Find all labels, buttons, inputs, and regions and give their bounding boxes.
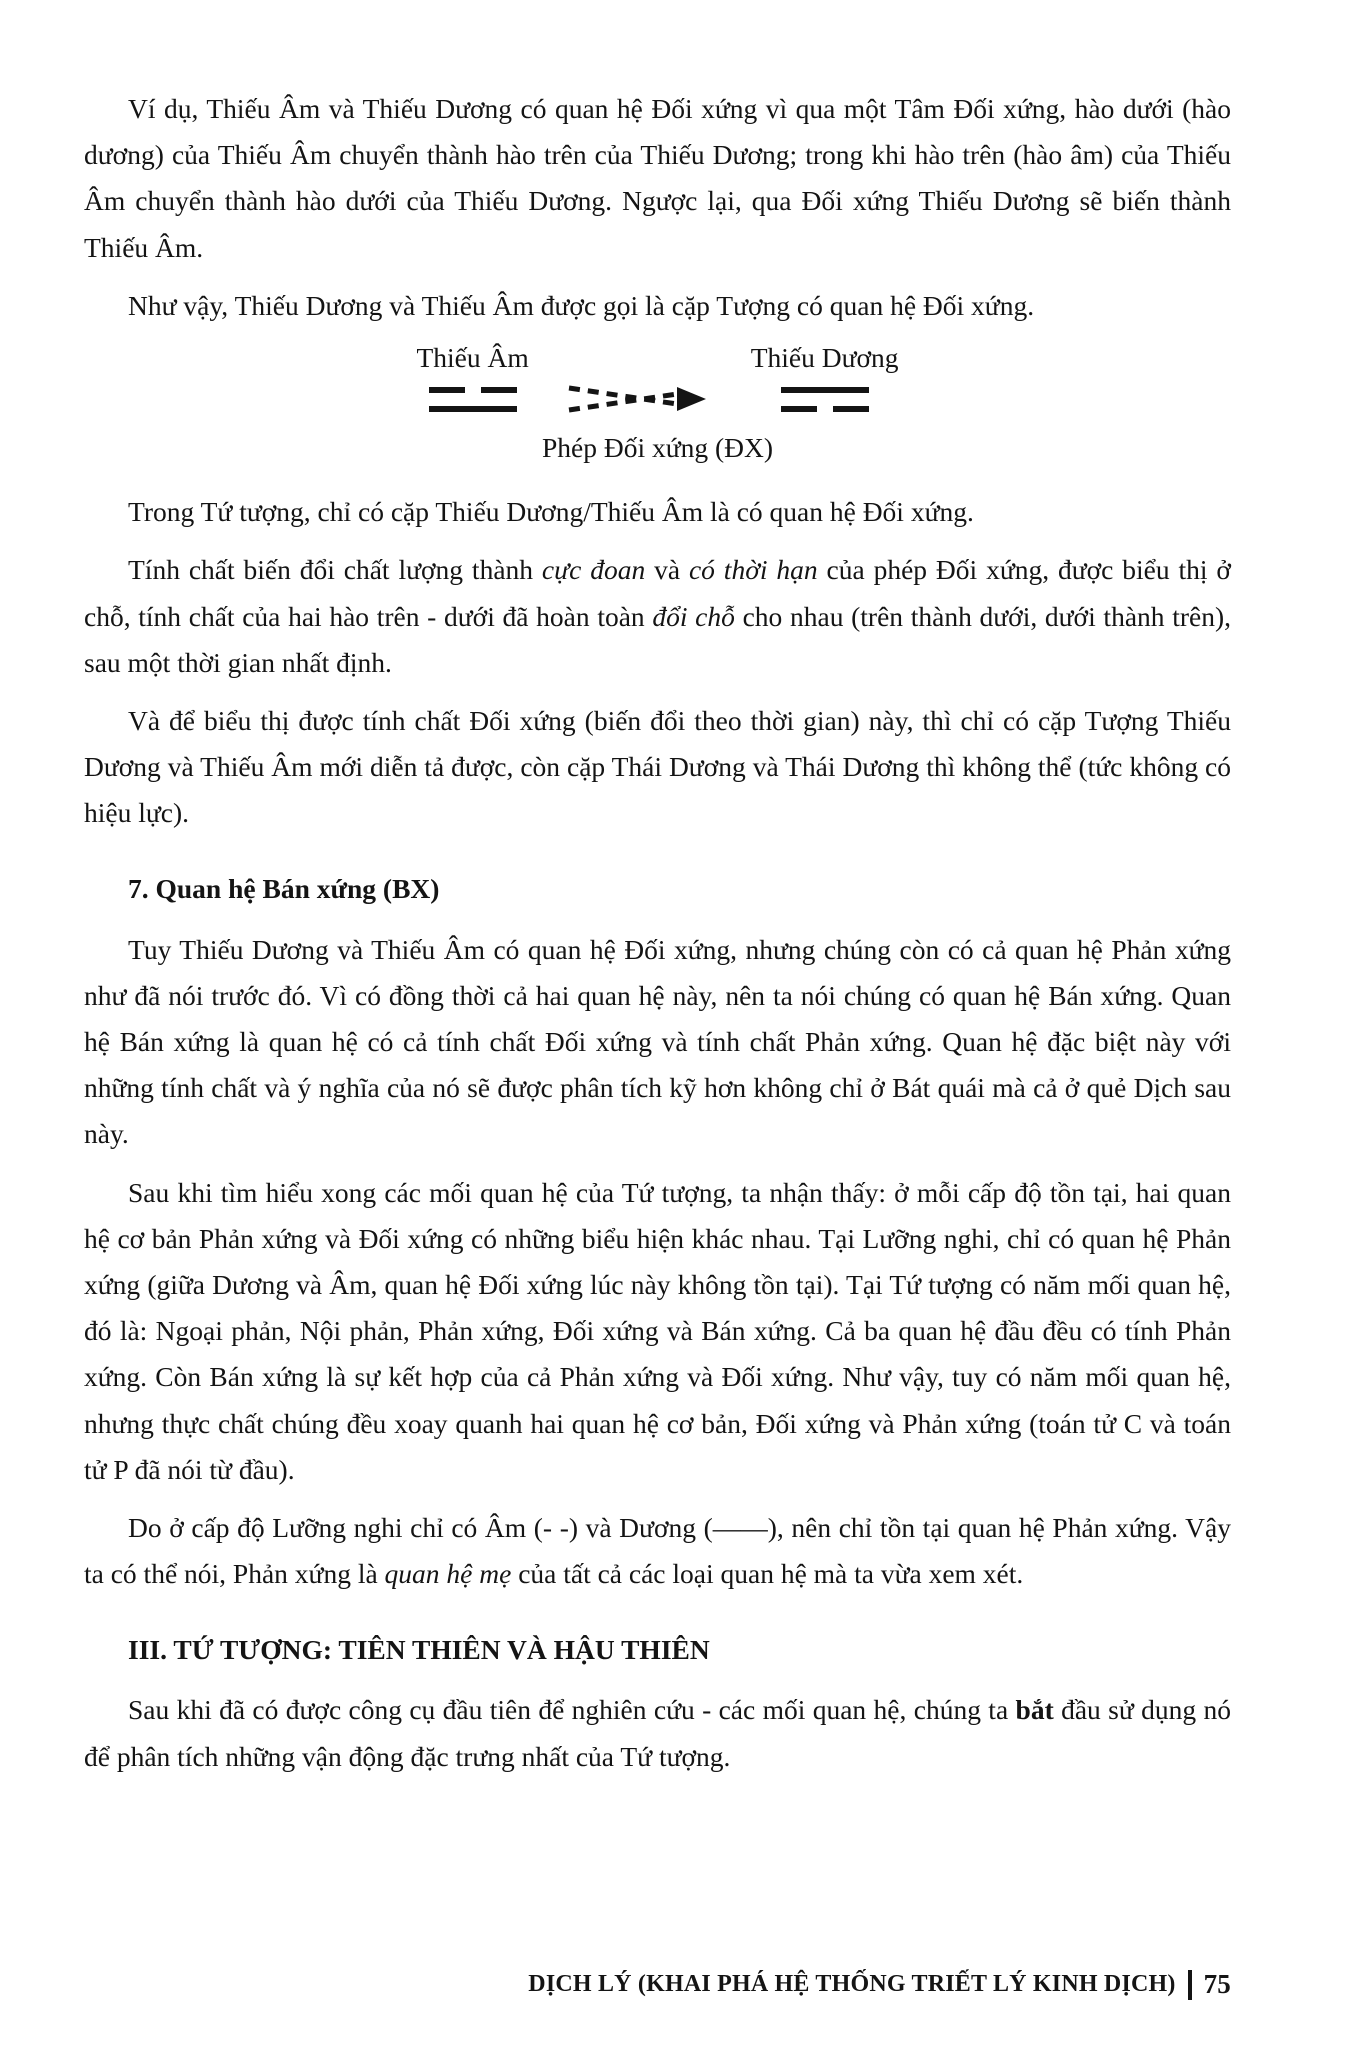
footer-title: DỊCH LÝ (KHAI PHÁ HỆ THỐNG TRIẾT LÝ KINH DỊCH) [528, 1971, 1176, 1997]
diagram-right-column [751, 341, 899, 412]
paragraph [84, 698, 1231, 837]
paragraph [84, 927, 1231, 1158]
diagram-label-thieu-duong: Thiếu Dương [750, 341, 899, 373]
paragraph [84, 1170, 1231, 1493]
text-run: quan hệ mẹ [384, 1558, 512, 1590]
line-segment [481, 387, 517, 393]
line-segment [429, 387, 465, 393]
paragraph [84, 489, 1231, 535]
text-run: và [645, 554, 689, 586]
page-footer [528, 1969, 1231, 2000]
paragraph [84, 86, 1231, 271]
text-run: cho nhau (trên thành dưới, dưới thành trên), sau một thời gian nhất định. [84, 600, 1231, 678]
heading [84, 1627, 1231, 1673]
text-run: đầu sử dụng nó để phân tích những vận động đặc trưng nhất của Tứ tượng. [84, 1694, 1232, 1772]
line-segment [833, 406, 869, 412]
line-segment [781, 406, 817, 412]
text-run: Tính chất biến đổi chất lượng thành [128, 554, 542, 586]
text-run: Trong Tứ tượng, chỉ có cặp Thiếu Dương/Thiếu Âm là có quan hệ Đối xứng. [128, 496, 974, 528]
solid-line [429, 406, 517, 412]
dashed-right-arrow-icon [565, 379, 715, 419]
paragraph [84, 547, 1231, 686]
text-run: Do ở cấp độ Lưỡng nghi chỉ có Âm (- -) và Dương (——), nên chỉ tồn tại quan hệ Phản xứng. Vậy ta có thể nói, Phản xứng là [84, 1511, 1231, 1590]
text-run: Ví dụ, Thiếu Âm và Thiếu Dương có quan hệ Đối xứng vì qua một Tâm Đối xứng, hào dưới (hào dương) của Thiếu Âm chuyển thành hào trên của Thiếu Dương; trong khi hào trên (hào âm) của Thiếu Âm chuyển thành hào dưới của Thiếu Dương. Ngược lại, qua Đối xứng Thiếu Dương sẽ biến thành Thiếu Âm. [84, 93, 1231, 263]
thieu-am-symbol [429, 387, 517, 412]
page-number: 75 [1203, 1969, 1231, 1999]
page-content [84, 86, 1231, 1780]
text-run: Sau khi đã có được công cụ đầu tiên để nghiên cứu - các mối quan hệ, chúng ta [128, 1694, 1016, 1726]
solid-line [781, 387, 869, 393]
caption [84, 425, 1231, 471]
broken-line [429, 387, 517, 393]
broken-line [781, 406, 869, 412]
text-run: 7. Quan hệ Bán xứng (BX) [128, 873, 440, 905]
paragraph [84, 1687, 1231, 1779]
paragraph [84, 1505, 1231, 1597]
text-run: có thời hạn [688, 554, 818, 586]
text-run: cực đoan [541, 554, 646, 586]
text-run: Và để biểu thị được tính chất Đối xứng (biến đổi theo thời gian) này, thì chỉ có cặp Tượng Thiếu Dương và Thiếu Âm mới diễn tả được, còn cặp Thái Dương và Thái Dương thì không thể (tức không có hiệu lực). [84, 704, 1231, 829]
heading [84, 866, 1231, 912]
footer-divider [1188, 1970, 1192, 2000]
text-run: của tất cả các loại quan hệ mà ta vừa xem xét. [511, 1558, 1024, 1590]
text-run: Sau khi tìm hiểu xong các mối quan hệ của Tứ tượng, ta nhận thấy: ở mỗi cấp độ tồn tại, hai quan hệ cơ bản Phản xứng và Đối xứng có những biểu hiện khác nhau. Tại Lưỡng nghi, chỉ có quan hệ Phản xứng (giữa Dương và Âm, quan hệ Đối xứng lúc này không tồn tại). Tại Tứ tượng có năm mối quan hệ, đó là: Ngoại phản, Nội phản, Phản xứng, Đối xứng và Bán xứng. Cả ba quan hệ đầu đều có tính Phản xứng. Còn Bán xứng là sự kết hợp của cả Phản xứng và Đối xứng. Như vậy, tuy có năm mối quan hệ, nhưng thực chất chúng đều xoay quanh hai quan hệ cơ bản, Đối xứng và Phản xứng (toán tử C và toán tử P đã nói từ đầu). [84, 1176, 1231, 1485]
diagram-label-thieu-am: Thiếu Âm [416, 341, 529, 373]
diagram-left-column [416, 341, 528, 412]
text-run: bắt [1015, 1694, 1054, 1726]
paragraph [84, 283, 1231, 329]
text-run: của phép Đối xứng, được biểu thị ở chỗ, tính chất của hai hào trên - dưới đã hoàn toàn [84, 554, 1231, 632]
text-run: Tuy Thiếu Dương và Thiếu Âm có quan hệ Đối xứng, nhưng chúng còn có cả quan hệ Phản xứng như đã nói trước đó. Vì có đồng thời cả hai quan hệ này, nên ta nói chúng có quan hệ Bán xứng. Quan hệ Bán xứng là quan hệ có cả tính chất Đối xứng và tính chất Phản xứng. Quan hệ đặc biệt này với những tính chất và ý nghĩa của nó sẽ được phân tích kỹ hơn không chỉ ở Bát quái mà cả ở quẻ Dịch sau này. [84, 933, 1231, 1150]
thieu-duong-symbol [781, 387, 869, 412]
text-run: Như vậy, Thiếu Dương và Thiếu Âm được gọi là cặp Tượng có quan hệ Đối xứng. [128, 289, 1035, 321]
symmetry-diagram [84, 341, 1231, 419]
text-run: Phép Đối xứng (ĐX) [541, 431, 774, 463]
text-run: đổi chỗ [652, 600, 735, 632]
text-run: III. TỨ TƯỢNG: TIÊN THIÊN VÀ HẬU THIÊN [128, 1634, 710, 1666]
